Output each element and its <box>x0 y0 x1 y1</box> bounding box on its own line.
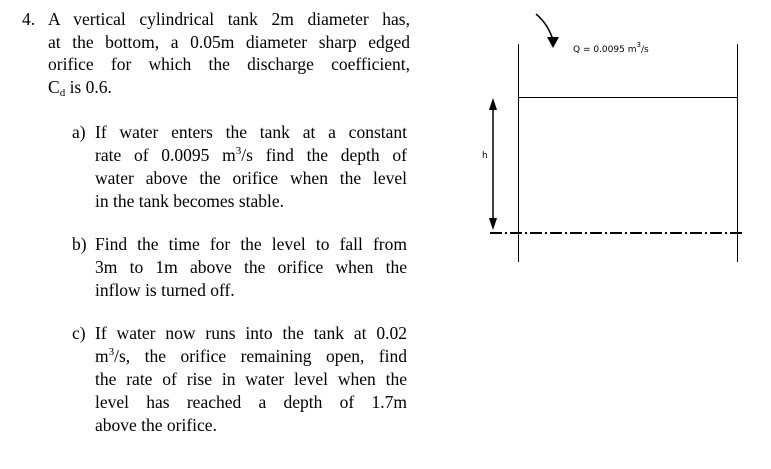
inflow-arrow-head <box>547 37 559 48</box>
height-label: h <box>482 151 488 161</box>
cd-subscript: d <box>59 86 66 99</box>
part-c-line-3: the rate of rise in water level when the <box>95 369 407 389</box>
part-a-line-1: If water enters the tank at a constant <box>95 122 407 142</box>
part-a-line-3: water above the orifice when the level <box>95 168 407 188</box>
question-number: 4. <box>22 9 36 29</box>
part-c-label: c) <box>72 323 86 343</box>
question-intro <box>48 8 410 98</box>
part-a-rate: rate of 0.0095 m <box>95 145 236 165</box>
part-c-line-1: If water now runs into the tank at 0.02 <box>95 323 407 343</box>
intro-line-4 <box>48 76 410 99</box>
part-b-line-1: Find the time for the level to fall from <box>95 234 407 254</box>
part-a-line-4: in the tank becomes stable. <box>95 191 285 211</box>
flow-rate-label: Q = 0.0095 $m^3/s$ <box>573 41 649 55</box>
part-b-line-3: inflow is turned off. <box>95 280 235 300</box>
part-a-line-2 <box>95 144 407 167</box>
part-c-line-4: level has reached a depth of 1.7m <box>95 392 407 412</box>
part-c-unit-rest: /s, the orifice remaining open, find <box>114 346 407 366</box>
part-c-line-5: above the orifice. <box>95 415 217 435</box>
tank-diagram <box>470 0 771 300</box>
part-b-line-2: 3m to 1m above the orifice when the <box>95 257 407 277</box>
intro-line-1: A vertical cylindrical tank 2m diameter has, <box>48 9 410 29</box>
part-b-text <box>95 233 407 302</box>
intro-line-3: orifice for which the discharge coefficient, <box>48 54 410 74</box>
part-c-line-2 <box>95 345 407 368</box>
intro-line-2: at the bottom, a 0.05m diameter sharp edged <box>48 31 410 52</box>
part-c-sup: 3 <box>108 346 115 358</box>
height-arrow-bottom-head <box>489 218 497 230</box>
part-c-text <box>95 322 407 437</box>
cd-symbol: C <box>48 76 60 97</box>
height-arrow-top-head <box>489 98 497 110</box>
part-c-unit: m <box>95 346 109 366</box>
part-a-sup: 3 <box>235 145 242 157</box>
part-b-label: b) <box>72 234 87 254</box>
part-a-rate-rest: /s find the depth of <box>241 145 407 165</box>
part-a-text <box>95 121 407 213</box>
inflow-arrow-shaft <box>536 14 553 40</box>
cd-value: is 0.6. <box>65 76 112 97</box>
part-a-label: a) <box>72 122 86 142</box>
